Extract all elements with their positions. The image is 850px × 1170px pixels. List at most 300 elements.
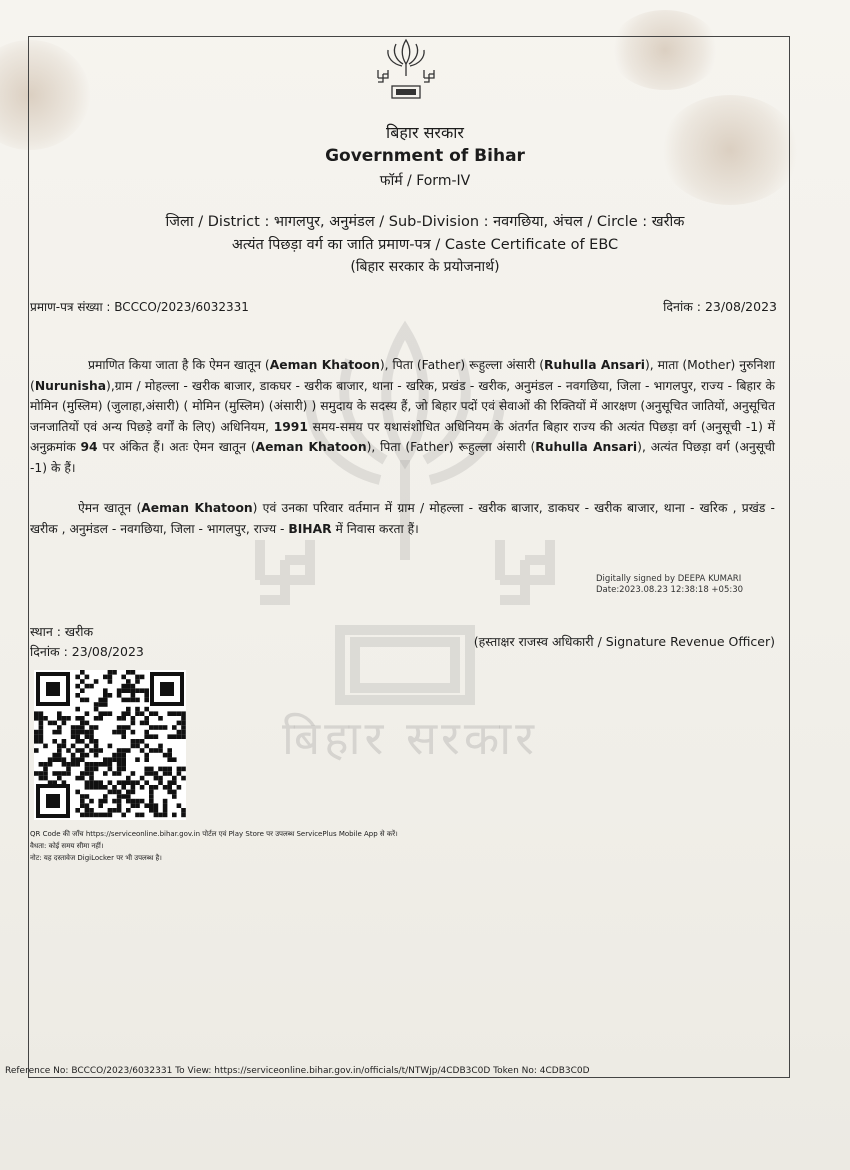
qr-module xyxy=(121,794,126,799)
qr-module xyxy=(154,734,159,739)
qr-module xyxy=(103,711,108,716)
qr-module xyxy=(158,744,163,749)
qr-module xyxy=(158,725,163,730)
qr-module xyxy=(98,748,103,753)
qr-module xyxy=(71,762,76,767)
qr-module xyxy=(89,780,94,785)
qr-module xyxy=(108,813,113,818)
qr-module xyxy=(131,744,136,749)
qr-module xyxy=(85,711,90,716)
qr-module xyxy=(94,739,99,744)
qr-module xyxy=(80,776,85,781)
qr-module xyxy=(167,790,172,795)
qr-module xyxy=(80,794,85,799)
qr-module xyxy=(144,767,149,772)
qr-module xyxy=(117,730,122,735)
qr-module xyxy=(103,693,108,698)
qr-module xyxy=(98,780,103,785)
qr-module xyxy=(121,785,126,790)
qr-module xyxy=(117,803,122,808)
qr-module xyxy=(108,679,113,684)
qr-module xyxy=(85,803,90,808)
qr-module xyxy=(71,744,76,749)
qr-module xyxy=(126,790,131,795)
qr-module xyxy=(103,698,108,703)
qr-module xyxy=(131,684,136,689)
qr-module xyxy=(163,803,168,808)
qr-module xyxy=(140,813,145,818)
qr-module xyxy=(94,744,99,749)
qr-module xyxy=(181,711,186,716)
qr-module xyxy=(62,744,67,749)
qr-module xyxy=(39,711,44,716)
qr-module xyxy=(144,734,149,739)
qr-module xyxy=(131,730,136,735)
qr-module xyxy=(52,739,57,744)
qr-module xyxy=(135,757,140,762)
qr-module xyxy=(89,730,94,735)
qr-module xyxy=(121,716,126,721)
qr-module xyxy=(177,771,182,776)
qr-module xyxy=(126,794,131,799)
qr-module xyxy=(135,711,140,716)
qr-module xyxy=(117,716,122,721)
qr-module xyxy=(85,675,90,680)
qr-module xyxy=(103,675,108,680)
qr-module xyxy=(131,785,136,790)
qr-module xyxy=(140,721,145,726)
qr-module xyxy=(71,734,76,739)
qr-module xyxy=(66,748,71,753)
qr-module xyxy=(135,679,140,684)
qr-module xyxy=(57,725,62,730)
qr-module xyxy=(103,757,108,762)
qr-module xyxy=(103,785,108,790)
qr-module xyxy=(48,757,53,762)
qr-module xyxy=(52,730,57,735)
header-title-english: Government of Bihar xyxy=(325,146,525,166)
qr-module xyxy=(103,799,108,804)
qr-module xyxy=(117,762,122,767)
qr-module xyxy=(177,767,182,772)
qr-module xyxy=(140,675,145,680)
qr-module xyxy=(121,698,126,703)
qr-module xyxy=(172,794,177,799)
qr-module xyxy=(126,684,131,689)
qr-module xyxy=(62,739,67,744)
qr-module xyxy=(154,771,159,776)
qr-module xyxy=(117,794,122,799)
qr-module xyxy=(181,767,186,772)
qr-module xyxy=(163,799,168,804)
qr-module xyxy=(172,780,177,785)
qr-module xyxy=(149,748,154,753)
qr-module xyxy=(39,716,44,721)
qr-module xyxy=(149,794,154,799)
qr-module xyxy=(154,711,159,716)
qr-module xyxy=(126,711,131,716)
qr-module xyxy=(71,753,76,758)
qr-module xyxy=(158,776,163,781)
qr-module xyxy=(108,711,113,716)
qr-module xyxy=(80,739,85,744)
qr-module xyxy=(39,721,44,726)
qr-module xyxy=(80,799,85,804)
digital-signature-date: Date:2023.08.23 12:38:18 +05:30 xyxy=(596,585,744,595)
qr-module xyxy=(34,734,39,739)
qr-module xyxy=(167,780,172,785)
qr-module xyxy=(154,725,159,730)
digilocker-note: नोट: यह दस्तावेज DigiLocker पर भी उपलब्ध है। xyxy=(30,854,162,862)
qr-module xyxy=(117,693,122,698)
qr-module xyxy=(135,688,140,693)
qr-module xyxy=(144,707,149,712)
qr-module xyxy=(85,771,90,776)
qr-module xyxy=(94,780,99,785)
qr-module xyxy=(85,813,90,818)
qr-module xyxy=(89,734,94,739)
qr-module xyxy=(181,813,186,818)
qr-module xyxy=(140,688,145,693)
qr-module xyxy=(80,730,85,735)
qr-module xyxy=(80,753,85,758)
qr-module xyxy=(34,748,39,753)
qr-module xyxy=(149,808,154,813)
qr-module xyxy=(135,799,140,804)
qr-module xyxy=(131,721,136,726)
qr-module xyxy=(126,688,131,693)
qr-module xyxy=(117,688,122,693)
qr-module xyxy=(117,757,122,762)
qr-module xyxy=(144,744,149,749)
qr-module xyxy=(172,790,177,795)
qr-module xyxy=(89,767,94,772)
qr-module xyxy=(144,698,149,703)
qr-module xyxy=(75,776,80,781)
qr-module xyxy=(39,734,44,739)
qr-module xyxy=(98,803,103,808)
qr-module xyxy=(135,739,140,744)
qr-module xyxy=(126,707,131,712)
qr-module xyxy=(75,757,80,762)
form-number: फॉर्म / Form-IV xyxy=(379,173,471,189)
qr-module xyxy=(117,799,122,804)
qr-module xyxy=(117,808,122,813)
qr-module xyxy=(140,785,145,790)
qr-module xyxy=(121,767,126,772)
qr-module xyxy=(66,762,71,767)
qr-module xyxy=(144,780,149,785)
qr-module xyxy=(94,762,99,767)
qr-module xyxy=(48,721,53,726)
qr-module xyxy=(158,780,163,785)
qr-module xyxy=(108,744,113,749)
qr-module xyxy=(149,799,154,804)
qr-module xyxy=(121,753,126,758)
qr-module xyxy=(75,725,80,730)
qr-module xyxy=(131,670,136,675)
qr-module xyxy=(98,702,103,707)
qr-module xyxy=(144,771,149,776)
district-line: जिला / District : भागलपुर, अनुमंडल / Sub-Division : नवगछिया, अंचल / Circle : खरीक xyxy=(165,214,685,230)
qr-module xyxy=(94,702,99,707)
certificate-type-line: अत्यंत पिछड़ा वर्ग का जाति प्रमाण-पत्र / Caste Certificate of EBC xyxy=(231,237,619,253)
qr-module xyxy=(85,684,90,689)
qr-module xyxy=(103,762,108,767)
qr-module xyxy=(62,716,67,721)
qr-module xyxy=(149,725,154,730)
qr-module xyxy=(108,790,113,795)
qr-module xyxy=(121,688,126,693)
residence-paragraph: ऐमन खातून (Aeman Khatoon) एवं उनका परिवार वर्तमान में ग्राम / मोहल्ला - खरीक बाजार, डाकघर - खरीक बाजार, थाना - खरिक , प्रखंड - खरीक , अनुमंडल - नवगछिया, जिला - भागलपुर, राज्य - BIHAR में निवास करता हैं। xyxy=(30,501,775,536)
place-date-block xyxy=(30,622,144,662)
qr-module xyxy=(85,753,90,758)
qr-module xyxy=(89,785,94,790)
qr-module xyxy=(131,790,136,795)
qr-module xyxy=(131,771,136,776)
qr-module xyxy=(112,785,117,790)
qr-module xyxy=(181,725,186,730)
qr-module xyxy=(75,707,80,712)
qr-module xyxy=(163,808,168,813)
qr-module xyxy=(71,757,76,762)
qr-module xyxy=(135,813,140,818)
qr-module xyxy=(94,716,99,721)
qr-module xyxy=(121,675,126,680)
qr-module xyxy=(177,721,182,726)
qr-module xyxy=(112,771,117,776)
qr-module xyxy=(103,813,108,818)
qr-module xyxy=(121,684,126,689)
qr-module xyxy=(94,707,99,712)
qr-module xyxy=(94,767,99,772)
qr-module xyxy=(89,725,94,730)
qr-module xyxy=(89,684,94,689)
qr-module xyxy=(85,744,90,749)
qr-module xyxy=(85,767,90,772)
qr-footer-notes xyxy=(30,828,398,864)
qr-module xyxy=(80,679,85,684)
qr-module xyxy=(89,808,94,813)
qr-module xyxy=(108,675,113,680)
qr-module xyxy=(117,790,122,795)
qr-module xyxy=(144,757,149,762)
bihar-emblem-icon xyxy=(372,36,440,102)
qr-module xyxy=(103,688,108,693)
qr-module xyxy=(131,799,136,804)
qr-module xyxy=(131,716,136,721)
qr-module xyxy=(52,757,57,762)
qr-module xyxy=(144,716,149,721)
qr-module xyxy=(167,757,172,762)
qr-module xyxy=(140,776,145,781)
qr-module xyxy=(94,785,99,790)
watermark-text: बिहार सरकार xyxy=(282,711,538,765)
qr-module xyxy=(121,780,126,785)
validity-note: वैधता: कोई समय सीमा नहीं। xyxy=(30,842,104,850)
header-title-hindi: बिहार सरकार xyxy=(386,123,464,142)
qr-module xyxy=(39,762,44,767)
qr-module xyxy=(89,813,94,818)
qr-module xyxy=(85,721,90,726)
qr-module xyxy=(117,771,122,776)
qr-module xyxy=(181,734,186,739)
qr-module xyxy=(135,744,140,749)
qr-module xyxy=(167,734,172,739)
qr-module xyxy=(62,762,67,767)
qr-module xyxy=(121,734,126,739)
qr-module xyxy=(108,693,113,698)
qr-module xyxy=(177,803,182,808)
qr-module xyxy=(181,776,186,781)
qr-module xyxy=(112,799,117,804)
qr-module xyxy=(34,730,39,735)
qr-module xyxy=(75,716,80,721)
qr-module xyxy=(71,730,76,735)
qr-module xyxy=(121,748,126,753)
qr-module xyxy=(85,762,90,767)
qr-module xyxy=(85,734,90,739)
qr-module xyxy=(75,675,80,680)
qr-module xyxy=(108,762,113,767)
qr-module xyxy=(80,721,85,726)
digital-signature-name: Digitally signed by DEEPA KUMARI xyxy=(596,574,742,584)
issue-date: दिनांक : 23/08/2023 xyxy=(663,299,777,314)
certificate-number: प्रमाण-पत्र संख्या : BCCCO/2023/6032331 xyxy=(30,300,249,314)
qr-module xyxy=(181,716,186,721)
qr-module xyxy=(85,780,90,785)
purpose-line: (बिहार सरकार के प्रयोजनार्थ) xyxy=(350,259,500,275)
qr-module xyxy=(135,803,140,808)
qr-module xyxy=(126,799,131,804)
qr-module xyxy=(39,776,44,781)
qr-module xyxy=(135,780,140,785)
qr-module xyxy=(66,771,71,776)
qr-module xyxy=(39,739,44,744)
qr-module xyxy=(126,808,131,813)
certificate-border xyxy=(28,36,790,1078)
qr-module xyxy=(98,799,103,804)
qr-module xyxy=(126,679,131,684)
qr-module xyxy=(57,753,62,758)
qr-module xyxy=(98,785,103,790)
qr-module xyxy=(52,721,57,726)
qr-module xyxy=(112,753,117,758)
qr-module xyxy=(172,813,177,818)
qr-module xyxy=(98,762,103,767)
qr-module xyxy=(75,693,80,698)
qr-module xyxy=(140,739,145,744)
qr-module xyxy=(94,679,99,684)
qr-module xyxy=(163,813,168,818)
qr-module xyxy=(181,730,186,735)
qr-module xyxy=(121,730,126,735)
qr-module xyxy=(149,734,154,739)
qr-module xyxy=(98,813,103,818)
qr-module xyxy=(75,684,80,689)
qr-module xyxy=(163,785,168,790)
qr-module xyxy=(121,725,126,730)
qr-module xyxy=(149,790,154,795)
qr-module xyxy=(121,757,126,762)
digital-signature-block xyxy=(596,574,743,596)
qr-module xyxy=(75,748,80,753)
qr-module xyxy=(94,725,99,730)
qr-module xyxy=(167,748,172,753)
qr-module xyxy=(149,771,154,776)
qr-module xyxy=(167,753,172,758)
qr-module xyxy=(131,803,136,808)
qr-module xyxy=(57,757,62,762)
qr-module xyxy=(75,730,80,735)
qr-module xyxy=(135,675,140,680)
qr-module xyxy=(181,721,186,726)
qr-module xyxy=(140,711,145,716)
qr-module xyxy=(89,771,94,776)
qr-module xyxy=(57,776,62,781)
qr-module xyxy=(154,776,159,781)
qr-module xyxy=(94,753,99,758)
qr-module xyxy=(112,757,117,762)
qr-module xyxy=(167,767,172,772)
qr-module xyxy=(89,776,94,781)
qr-module xyxy=(43,744,48,749)
qr-module xyxy=(85,794,90,799)
qr-module xyxy=(158,716,163,721)
qr-module xyxy=(126,698,131,703)
qr-module xyxy=(181,808,186,813)
qr-module xyxy=(62,721,67,726)
qr-module xyxy=(121,813,126,818)
qr-module xyxy=(52,753,57,758)
qr-module xyxy=(57,730,62,735)
qr-module xyxy=(144,693,149,698)
qr-module xyxy=(34,711,39,716)
qr-module xyxy=(167,711,172,716)
qr-module xyxy=(66,767,71,772)
qr-module xyxy=(131,698,136,703)
qr-module xyxy=(108,780,113,785)
qr-module xyxy=(43,762,48,767)
qr-module xyxy=(163,753,168,758)
qr-module xyxy=(112,808,117,813)
qr-module xyxy=(144,753,149,758)
qr-module xyxy=(66,716,71,721)
qr-module xyxy=(108,757,113,762)
qr-module xyxy=(80,725,85,730)
qr-module xyxy=(158,767,163,772)
qr-module xyxy=(57,711,62,716)
qr-module xyxy=(80,771,85,776)
qr-module xyxy=(131,739,136,744)
qr-module xyxy=(144,803,149,808)
qr-module xyxy=(75,762,80,767)
qr-module xyxy=(117,725,122,730)
qr-module xyxy=(103,702,108,707)
qr-module xyxy=(144,688,149,693)
qr-module xyxy=(62,771,67,776)
qr-module xyxy=(135,707,140,712)
qr-module xyxy=(43,776,48,781)
qr-module xyxy=(103,771,108,776)
qr-module xyxy=(52,771,57,776)
qr-module xyxy=(126,670,131,675)
qr-module xyxy=(43,771,48,776)
qr-module xyxy=(98,711,103,716)
qr-module xyxy=(117,767,122,772)
qr-module xyxy=(80,803,85,808)
qr-module xyxy=(131,780,136,785)
